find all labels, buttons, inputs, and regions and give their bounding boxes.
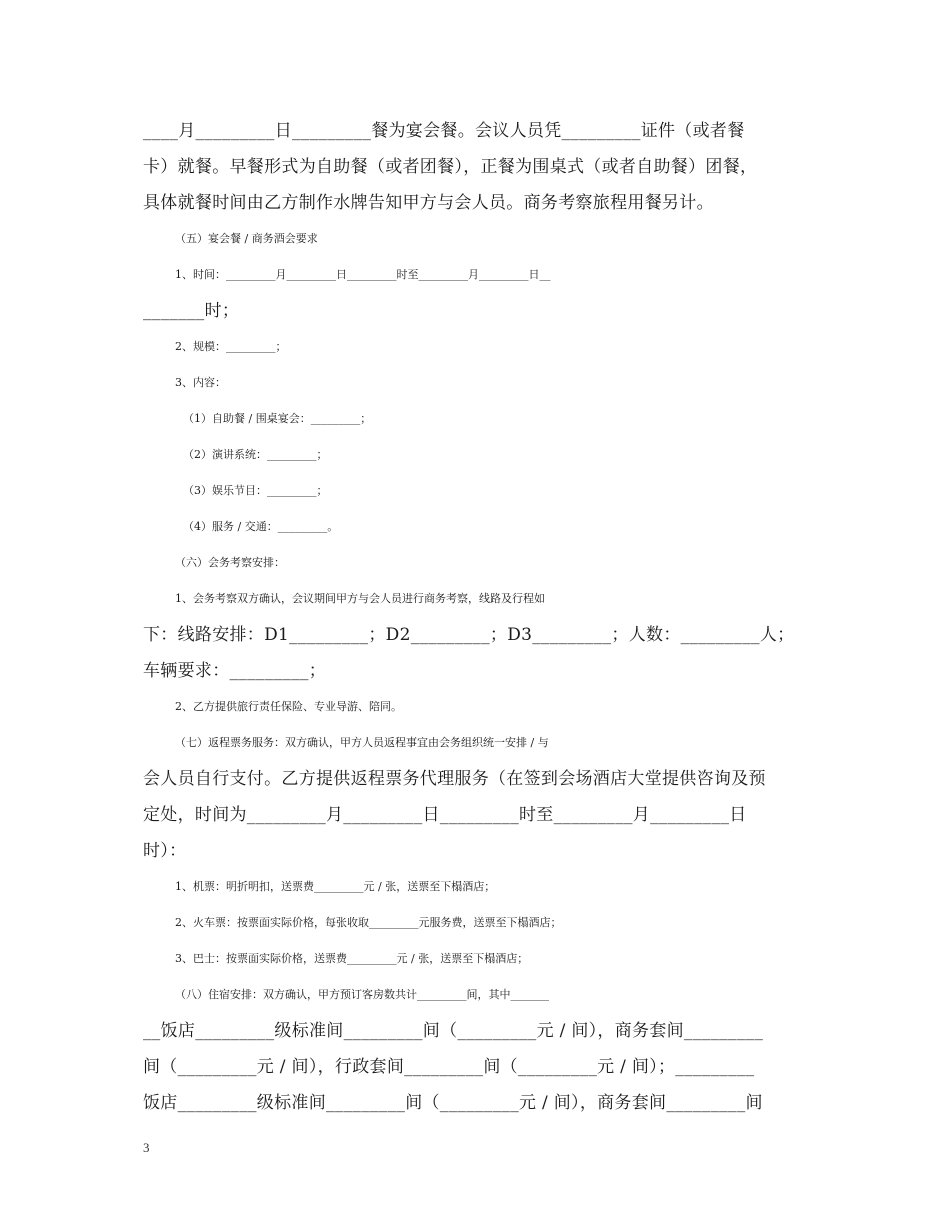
text-line: （3）娱乐节目：_________； bbox=[183, 484, 328, 497]
text-line: （2）演讲系统：_________； bbox=[183, 448, 328, 461]
section-heading: （七）返程票务服务：双方确认，甲方人员返程事宜由会务组织统一安排 / 与 bbox=[175, 736, 549, 749]
text-line: 1、时间：_________月_________日_________时至_________月_________日__ bbox=[175, 268, 551, 281]
text-line: ____月_________日_________餐为宴会餐。会议人员凭_________证件（或者餐 bbox=[143, 121, 745, 141]
text-line: 会人员自行支付。乙方提供返程票务代理服务（在签到会场酒店大堂提供咨询及预 bbox=[143, 769, 766, 789]
text-line: __饭店_________级标准间_________间（_________元 / 间），商务套间_________ bbox=[143, 1021, 764, 1041]
text-line: 3、巴士：按票面实际价格，送票费_________元 / 张，送票至下榻酒店； bbox=[175, 952, 529, 965]
text-line: 卡）就餐。早餐形式为自助餐（或者团餐），正餐为围桌式（或者自助餐）团餐， bbox=[143, 157, 758, 177]
text-line: 具体就餐时间由乙方制作水牌告知甲方与会人员。商务考察旅程用餐另计。 bbox=[143, 193, 714, 213]
text-line: 饭店_________级标准间_________间（_________元 / 间），商务套间_________间 bbox=[143, 1093, 763, 1113]
section-heading: （六）会务考察安排： bbox=[175, 556, 285, 569]
text-line: 2、规模：_________； bbox=[175, 340, 287, 353]
text-line: _______时； bbox=[143, 301, 240, 321]
text-line: 间（_________元 / 间），行政套间_________间（_________元 / 间）；_________ bbox=[143, 1057, 755, 1077]
text-line: （1）自助餐 / 围桌宴会：_________； bbox=[183, 412, 372, 425]
text-line: 2、火车票：按票面实际价格，每张收取_________元服务费，送票至下榻酒店； bbox=[175, 916, 562, 929]
text-line: 2、乙方提供旅行责任保险、专业导游、陪同。 bbox=[175, 700, 402, 713]
text-line: 车辆要求：_________； bbox=[143, 661, 326, 681]
text-line: 时）： bbox=[143, 841, 187, 861]
section-heading: （八）住宿安排：双方确认，甲方预订客房数共计_________间，其中_______ bbox=[175, 988, 549, 1001]
text-line: （4）服务 / 交通：_________。 bbox=[183, 520, 339, 533]
text-line: 3、内容： bbox=[175, 376, 226, 389]
text-line: 下：线路安排：D1_________；D2_________；D3_________；人数：_________人； bbox=[143, 625, 795, 645]
text-line: 1、会务考察双方确认，会议期间甲方与会人员进行商务考察，线路及行程如 bbox=[175, 592, 545, 605]
page-number: 3 bbox=[143, 1140, 150, 1155]
section-heading: （五）宴会餐 / 商务酒会要求 bbox=[175, 232, 318, 245]
text-line: 定处，时间为_________月_________日_________时至_________月_________日 bbox=[143, 805, 747, 825]
text-line: 1、机票：明折明扣，送票费_________元 / 张，送票至下榻酒店； bbox=[175, 880, 496, 893]
